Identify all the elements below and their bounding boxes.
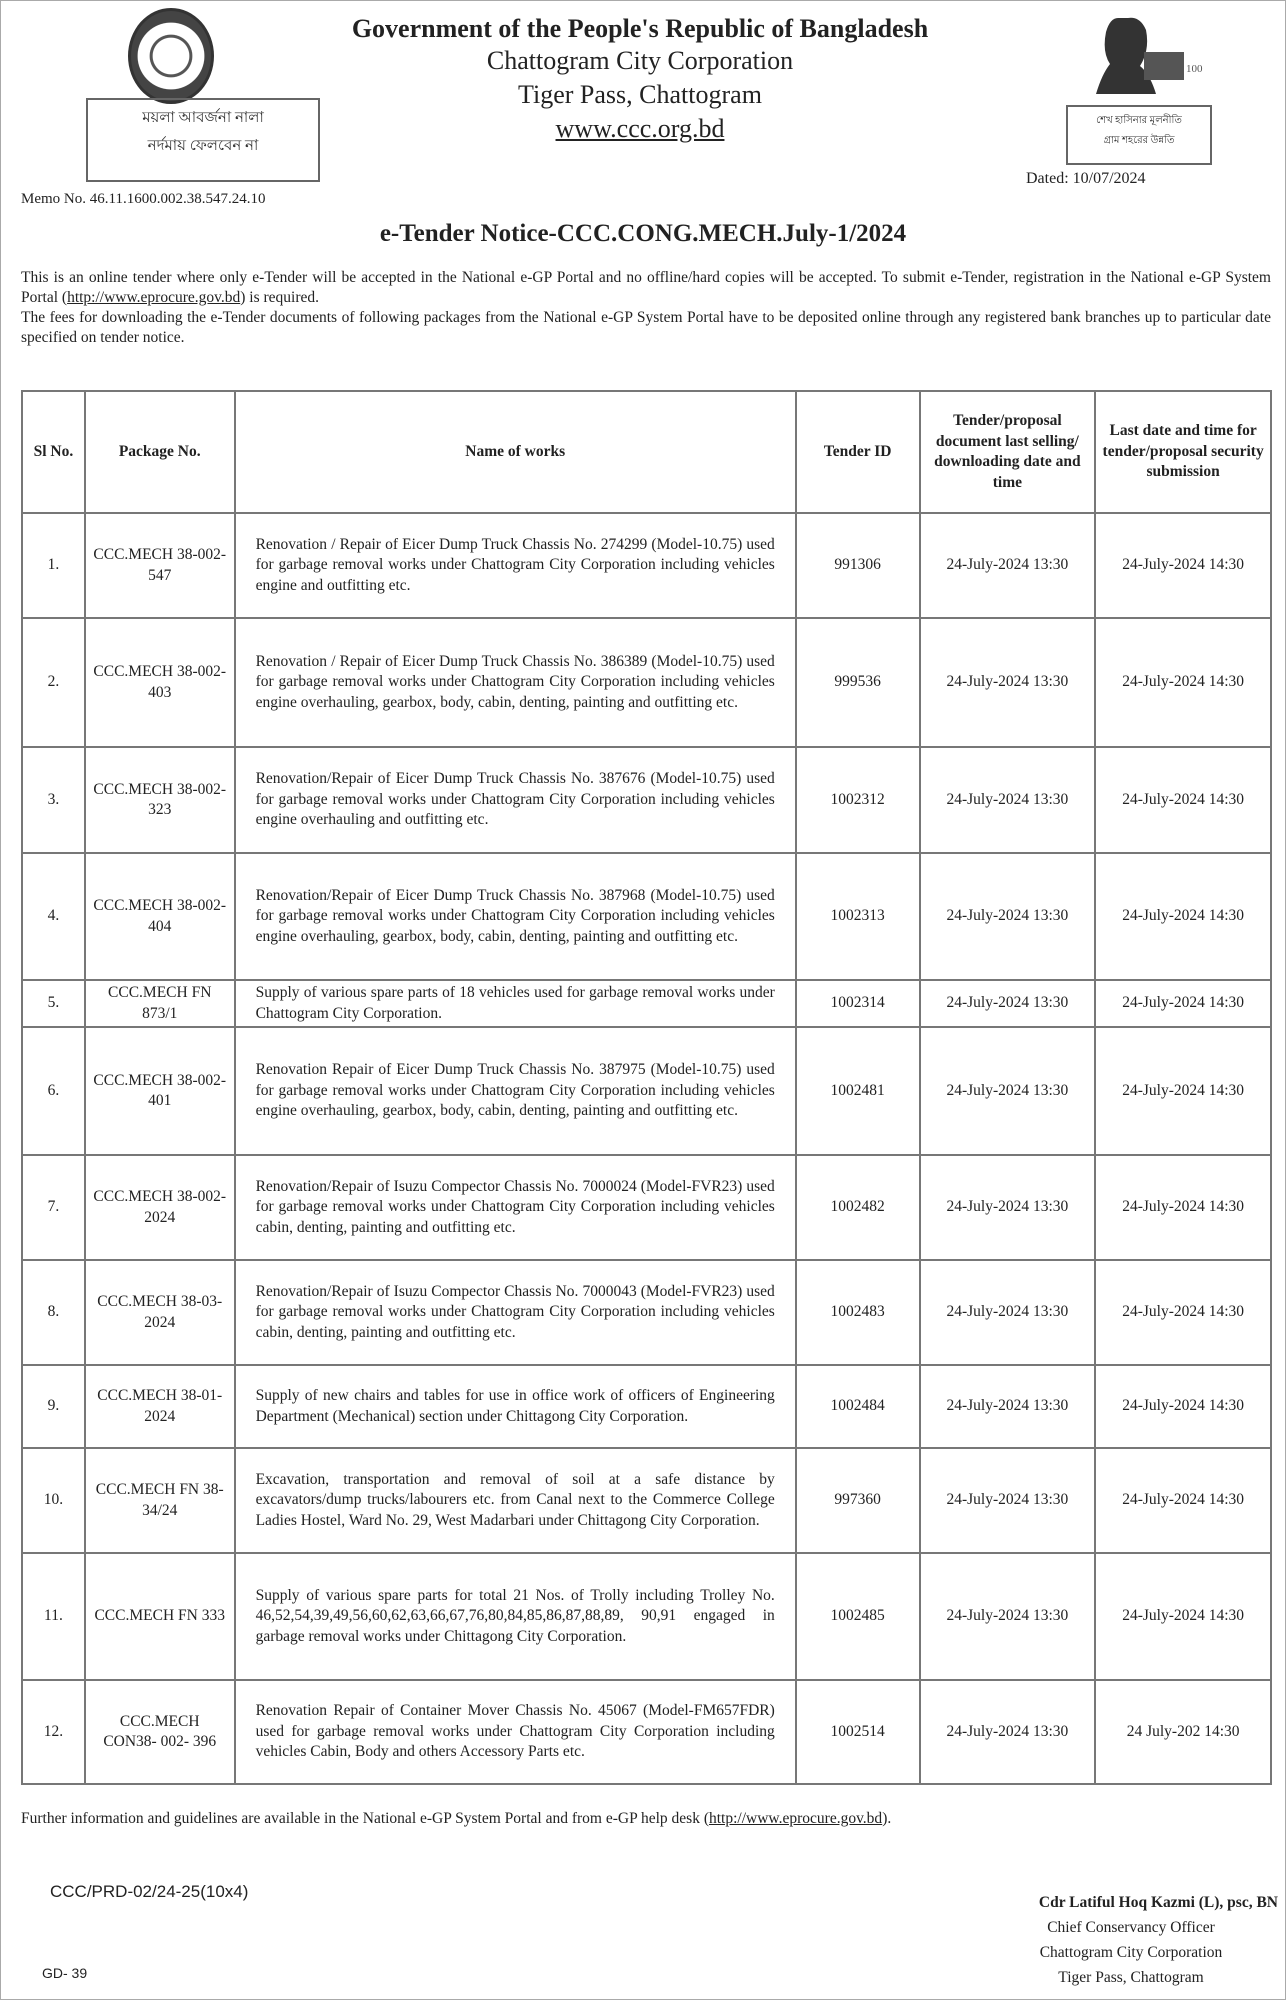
table-row — [22, 1260, 1271, 1365]
table-row — [22, 980, 1271, 1027]
name-of-works-cell: Renovation/Repair of Isuzu Compector Chassis No. 7000043 (Model-FVR23) used for garbage removal works under Chattogram City Corporation including vehicles cabin, denting, painting and outfitting etc. — [235, 1260, 796, 1365]
memo-number: Memo No. 46.11.1600.002.38.547.24.10 — [21, 191, 266, 207]
bangla-slogan-box-right — [1066, 105, 1212, 165]
intro-text: This is an online tender where only e-Tender will be accepted in the National e-GP Portal and no offline/hard copies will be accepted. To submit e-Tender, registration in the National e-GP System Portal ( — [21, 269, 1271, 306]
last-date-cell: 24-July-2024 14:30 — [1095, 1260, 1271, 1365]
tender-id-cell: 1002485 — [796, 1553, 920, 1680]
signature-block — [900, 1890, 1282, 1990]
name-of-works-cell: Renovation Repair of Container Mover Chassis No. 45067 (Model-FM657FDR) used for garbage removal works under Chattogram City Corporation including vehicles Cabin, Body and others Accessory Parts etc. — [235, 1680, 796, 1784]
package-cell: CCC.MECH 38-01-2024 — [85, 1365, 235, 1448]
slogan-line: নর্দমায় ফেলবেন না — [147, 138, 259, 154]
package-cell: CCC.MECH 38-002-547 — [85, 513, 235, 618]
table-row — [22, 853, 1271, 980]
selling-date-cell: 24-July-2024 13:30 — [920, 747, 1096, 853]
notice-title: e-Tender Notice-CCC.CONG.MECH.July-1/2024 — [379, 220, 907, 247]
further-info-text: ). — [882, 1810, 892, 1827]
last-date-cell: 24 July-202 14:30 — [1095, 1680, 1271, 1784]
sl-cell: 9. — [22, 1365, 85, 1448]
tender-id-cell: 1002482 — [796, 1155, 920, 1260]
selling-date-cell: 24-July-2024 13:30 — [920, 1553, 1096, 1680]
signatory-name: Cdr Latiful Hoq Kazmi (L), psc, BN — [1038, 1894, 1278, 1911]
table-row — [22, 1155, 1271, 1260]
package-cell: CCC.MECH 38-002-323 — [85, 747, 235, 853]
table-row — [22, 513, 1271, 618]
table-header-row — [22, 391, 1271, 513]
header-col-sl-no: Sl No. — [22, 391, 85, 513]
svg-text:100: 100 — [1186, 63, 1203, 75]
tender-id-cell: 1002314 — [796, 980, 920, 1027]
tender-id-cell: 1002313 — [796, 853, 920, 980]
package-cell: CCC.MECH FN 333 — [85, 1553, 235, 1680]
further-info-text: Further information and guidelines are available in the National e-GP System Portal and from e-GP help desk ( — [21, 1810, 709, 1827]
table-row — [22, 1680, 1271, 1784]
selling-date-cell: 24-July-2024 13:30 — [920, 1448, 1096, 1553]
header-col-tender-id: Tender ID — [796, 391, 920, 513]
tender-id-cell: 997360 — [796, 1448, 920, 1553]
name-of-works-cell: Renovation Repair of Eicer Dump Truck Chassis No. 387975 (Model-10.75) used for garbage removal works under Chattogram City Corporation including vehicles engine overhauling, gearbox, body, cabin, denting, painting and outfitting etc. — [235, 1027, 796, 1155]
intro-text: ) is required. — [240, 289, 320, 306]
signatory-title: Chief Conservancy Officer — [1047, 1919, 1215, 1936]
signatory-org: Chattogram City Corporation — [1039, 1944, 1223, 1961]
name-of-works-cell: Renovation / Repair of Eicer Dump Truck Chassis No. 386389 (Model-10.75) used for garbage removal works under Chattogram City Corporation including vehicles engine overhauling, gearbox, body, cabin, denting, painting and outfitting etc. — [235, 618, 796, 747]
gd-code: GD- 39 — [42, 1965, 88, 1981]
sl-cell: 6. — [22, 1027, 85, 1155]
name-of-works-cell: Supply of various spare parts of 18 vehicles used for garbage removal works under Chattogram City Corporation. — [235, 980, 796, 1027]
ccc-seal-logo — [128, 8, 214, 104]
selling-date-cell: 24-July-2024 13:30 — [920, 1155, 1096, 1260]
table-row — [22, 618, 1271, 747]
sl-cell: 10. — [22, 1448, 85, 1553]
tender-table — [21, 390, 1272, 1785]
name-of-works-cell: Renovation/Repair of Eicer Dump Truck Chassis No. 387676 (Model-10.75) used for garbage removal works under Chattogram City Corporation including vehicles engine overhauling and outfitting etc. — [235, 747, 796, 853]
last-date-cell: 24-July-2024 14:30 — [1095, 513, 1271, 618]
package-cell: CCC.MECH 38-002-401 — [85, 1027, 235, 1155]
last-date-cell: 24-July-2024 14:30 — [1095, 1027, 1271, 1155]
package-cell: CCC.MECH CON38- 002- 396 — [85, 1680, 235, 1784]
tender-id-cell: 1002481 — [796, 1027, 920, 1155]
selling-date-cell: 24-July-2024 13:30 — [920, 618, 1096, 747]
tender-id-cell: 999536 — [796, 618, 920, 747]
selling-date-cell: 24-July-2024 13:30 — [920, 1365, 1096, 1448]
table-row — [22, 1027, 1271, 1155]
selling-date-cell: 24-July-2024 13:30 — [920, 1027, 1096, 1155]
last-date-cell: 24-July-2024 14:30 — [1095, 747, 1271, 853]
notice-date: Dated: 10/07/2024 — [1026, 170, 1146, 187]
last-date-cell: 24-July-2024 14:30 — [1095, 1155, 1271, 1260]
sl-cell: 2. — [22, 618, 85, 747]
tender-id-cell: 1002514 — [796, 1680, 920, 1784]
header-col-name-of-works: Name of works — [235, 391, 796, 513]
last-date-cell: 24-July-2024 14:30 — [1095, 1365, 1271, 1448]
sl-cell: 3. — [22, 747, 85, 853]
selling-date-cell: 24-July-2024 13:30 — [920, 1680, 1096, 1784]
print-reference: CCC/PRD-02/24-25(10x4) — [50, 1882, 249, 1901]
package-cell: CCC.MECH 38-002-404 — [85, 853, 235, 980]
last-date-cell: 24-July-2024 14:30 — [1095, 618, 1271, 747]
selling-date-cell: 24-July-2024 13:30 — [920, 1260, 1096, 1365]
letterhead — [240, 14, 1040, 146]
name-of-works-cell: Renovation/Repair of Eicer Dump Truck Chassis No. 387968 (Model-10.75) used for garbage removal works under Chattogram City Corporation including vehicles engine overhauling, gearbox, body, cabin, denting, painting and outfitting etc. — [235, 853, 796, 980]
package-cell: CCC.MECH FN 38-34/24 — [85, 1448, 235, 1553]
name-of-works-cell: Renovation/Repair of Isuzu Compector Chassis No. 7000024 (Model-FVR23) used for garbage removal works under Chattogram City Corporation including vehicles cabin, denting, painting and outfitting etc. — [235, 1155, 796, 1260]
name-of-works-cell: Excavation, transportation and removal of soil at a safe distance by excavators/dump trucks/labourers etc. from Canal next to the Commerce College Ladies Hostel, Ward No. 29, West Madarbari under Chittagong City Corporation. — [235, 1448, 796, 1553]
name-of-works-cell: Supply of new chairs and tables for use in office work of officers of Engineering Department (Mechanical) section under Chittagong City Corporation. — [235, 1365, 796, 1448]
tender-id-cell: 1002312 — [796, 747, 920, 853]
sl-cell: 12. — [22, 1680, 85, 1784]
mujib-100-logo — [1078, 10, 1208, 98]
table-row — [22, 1365, 1271, 1448]
selling-date-cell: 24-July-2024 13:30 — [920, 513, 1096, 618]
government-title: Government of the People's Republic of Bangladesh — [351, 14, 929, 43]
sl-cell: 7. — [22, 1155, 85, 1260]
tender-id-cell: 1002483 — [796, 1260, 920, 1365]
sl-cell: 8. — [22, 1260, 85, 1365]
tender-id-cell: 991306 — [796, 513, 920, 618]
organization-address: Tiger Pass, Chattogram — [518, 80, 762, 109]
header-col-package-no: Package No. — [85, 391, 235, 513]
table-row — [22, 1448, 1271, 1553]
table-row — [22, 1553, 1271, 1680]
last-date-cell: 24-July-2024 14:30 — [1095, 980, 1271, 1027]
last-date-cell: 24-July-2024 14:30 — [1095, 853, 1271, 980]
selling-date-cell: 24-July-2024 13:30 — [920, 980, 1096, 1027]
sl-cell: 5. — [22, 980, 85, 1027]
last-date-cell: 24-July-2024 14:30 — [1095, 1448, 1271, 1553]
name-of-works-cell: Supply of various spare parts for total 21 Nos. of Trolly including Trolley No. 46,52,54,39,49,56,60,62,63,66,67,76,80,84,85,86,87,88,89, 90,91 engaged in garbage removal works under Chittagong City Corporation. — [235, 1553, 796, 1680]
signatory-address: Tiger Pass, Chattogram — [1058, 1969, 1204, 1986]
sl-cell: 11. — [22, 1553, 85, 1680]
further-info — [21, 1810, 1281, 1828]
header-col-selling-date: Tender/proposal document last selling/ downloading date and time — [920, 391, 1096, 513]
selling-date-cell: 24-July-2024 13:30 — [920, 853, 1096, 980]
eprocure-link-footer[interactable]: http://www.eprocure.gov.bd — [709, 1810, 883, 1827]
table-row — [22, 747, 1271, 853]
header-col-last-date: Last date and time for tender/proposal security submission — [1095, 391, 1271, 513]
slogan-line: ময়লা আবর্জনা নালা — [142, 110, 264, 126]
eprocure-link[interactable]: http://www.eprocure.gov.bd — [67, 289, 241, 306]
fees-paragraph: The fees for downloading the e-Tender documents of following packages from the National e-GP System Portal have to be deposited online through any registered bank branches up to particular date specified on tender notice. — [21, 309, 1271, 346]
sl-cell: 1. — [22, 513, 85, 618]
organization-name: Chattogram City Corporation — [486, 46, 794, 75]
name-of-works-cell: Renovation / Repair of Eicer Dump Truck Chassis No. 274299 (Model-10.75) used for garbage removal works under Chattogram City Corporation including vehicles engine and outfitting etc. — [235, 513, 796, 618]
website-link[interactable]: www.ccc.org.bd — [555, 114, 725, 143]
package-cell: CCC.MECH 38-002-2024 — [85, 1155, 235, 1260]
intro-paragraph — [21, 268, 1271, 308]
package-cell: CCC.MECH FN 873/1 — [85, 980, 235, 1027]
last-date-cell: 24-July-2024 14:30 — [1095, 1553, 1271, 1680]
slogan-line: শেখ হাসিনার মূলনীতি — [1096, 115, 1182, 126]
package-cell: CCC.MECH 38-03-2024 — [85, 1260, 235, 1365]
tender-id-cell: 1002484 — [796, 1365, 920, 1448]
package-cell: CCC.MECH 38-002-403 — [85, 618, 235, 747]
slogan-line: গ্রাম শহরের উন্নতি — [1103, 135, 1175, 146]
sl-cell: 4. — [22, 853, 85, 980]
